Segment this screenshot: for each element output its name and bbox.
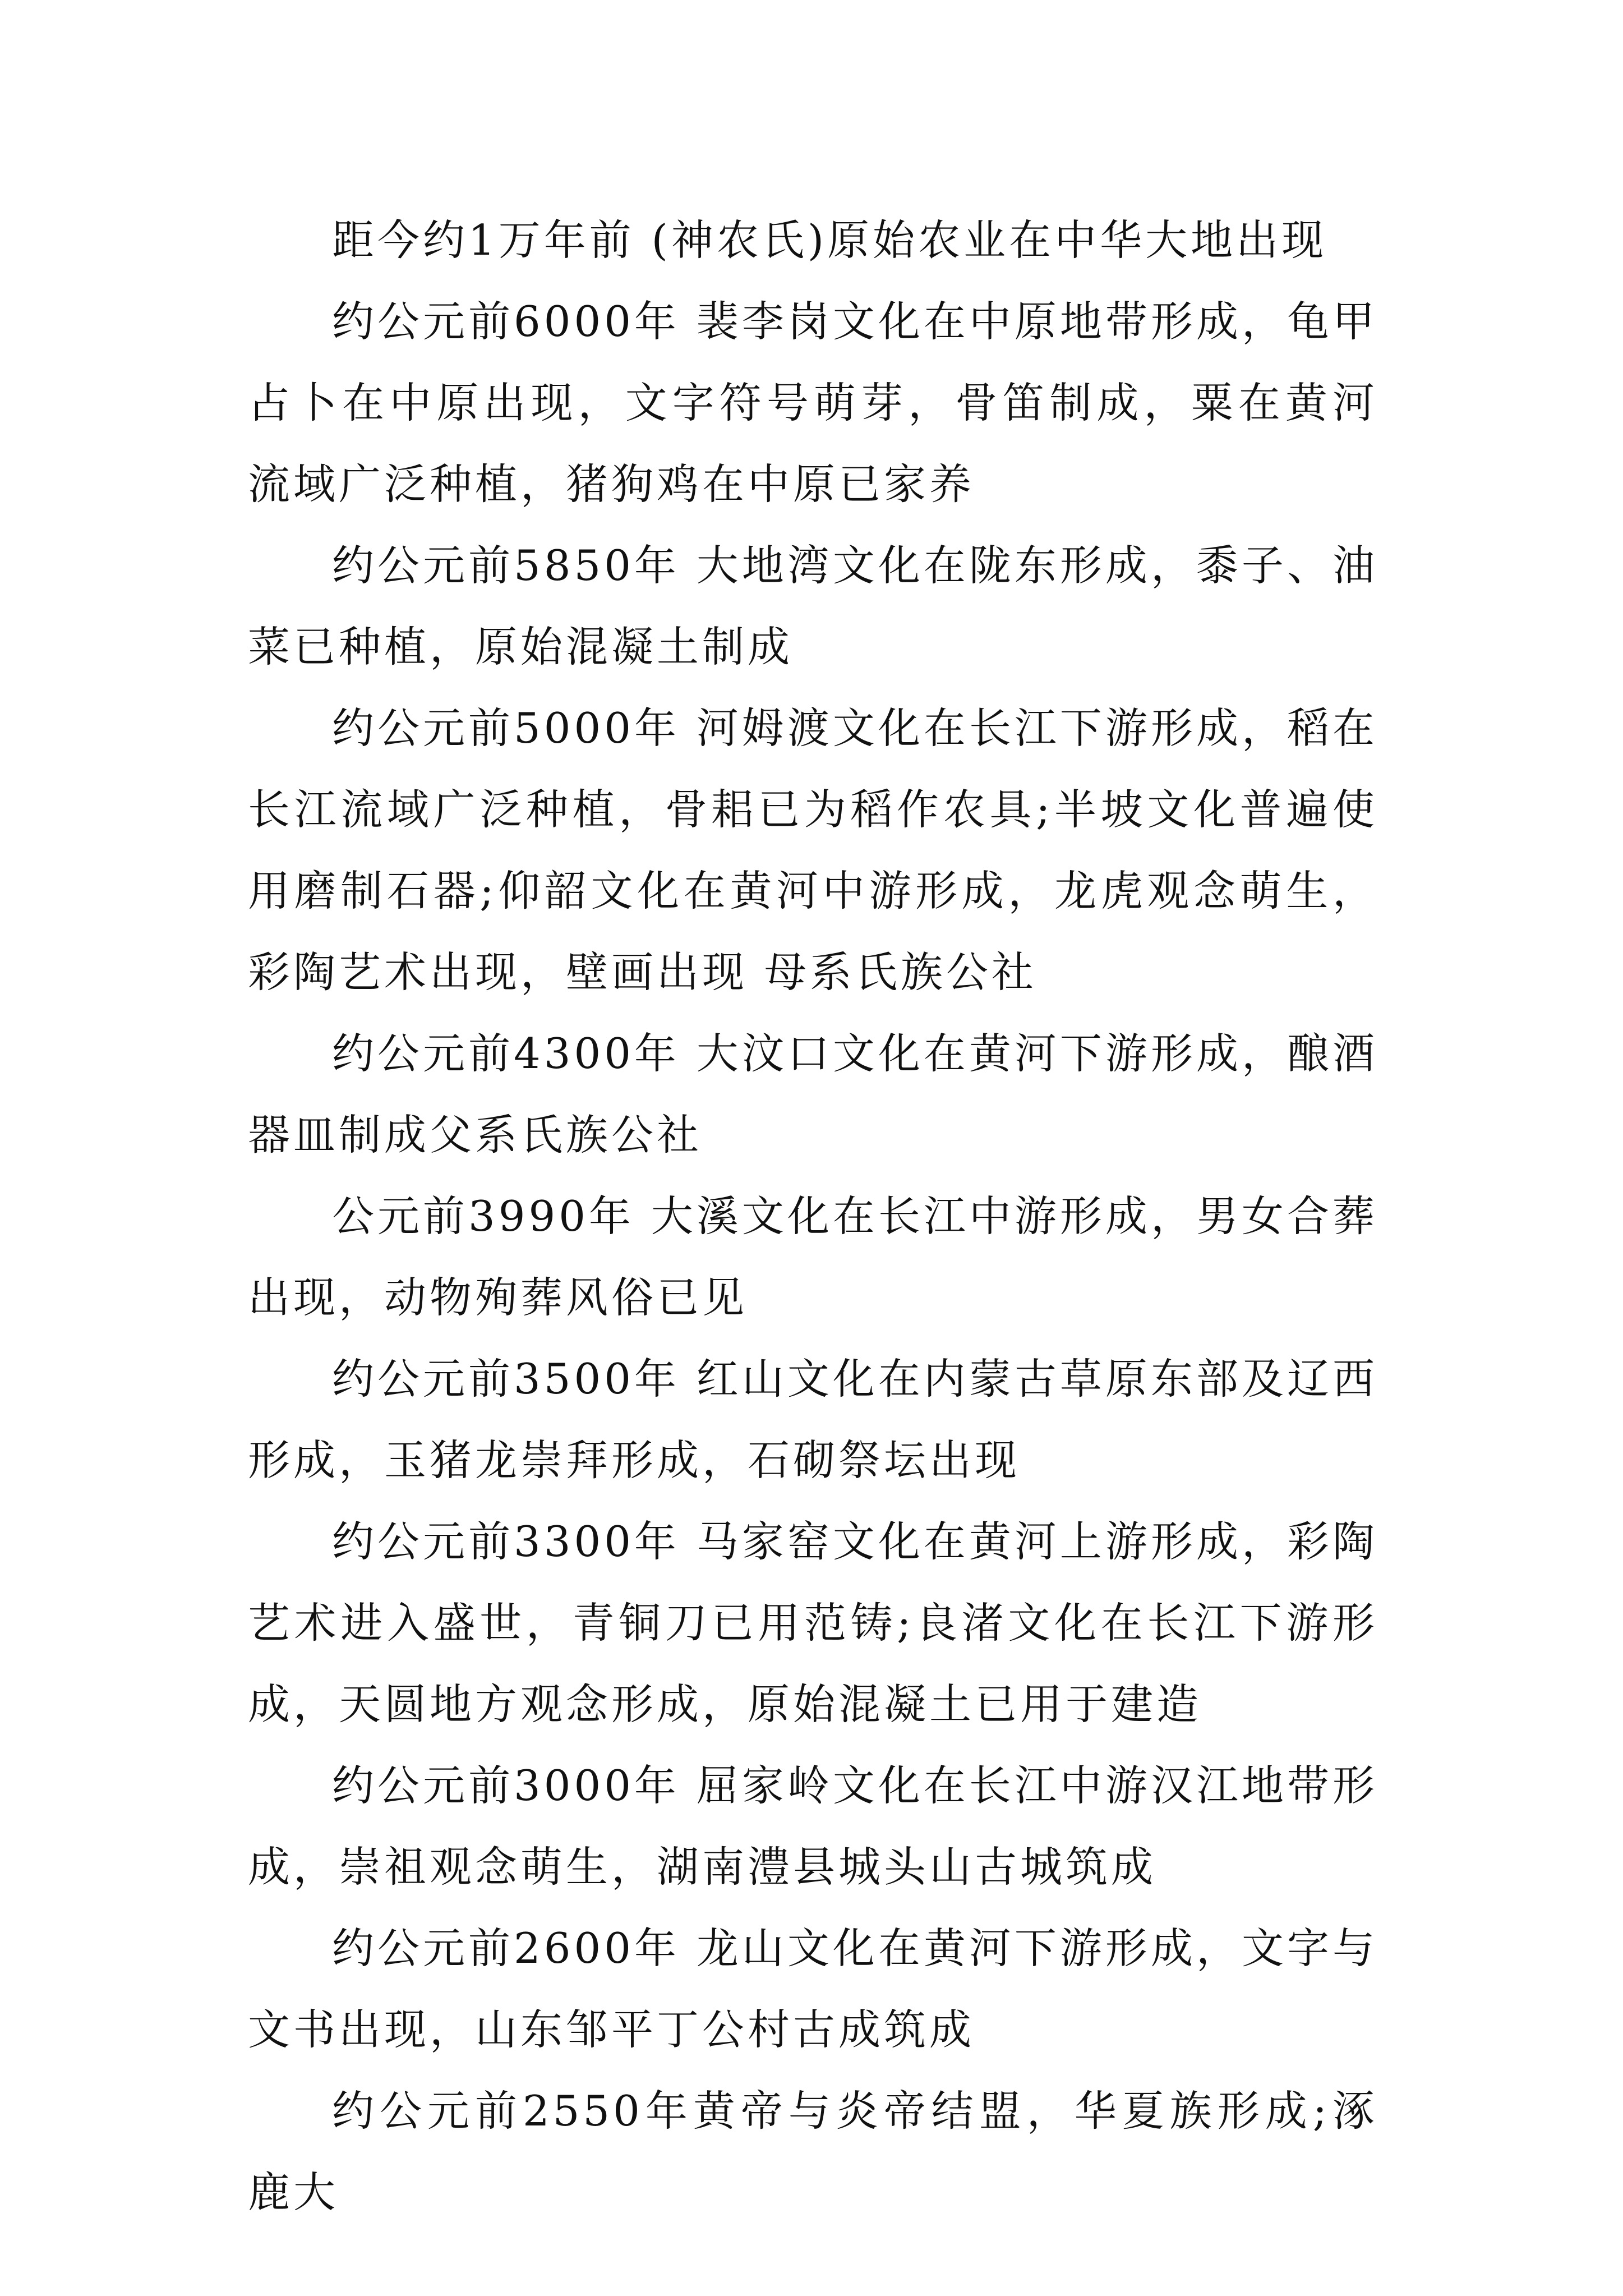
timeline-paragraph: 公元前3990年 大溪文化在长江中游形成，男女合葬出现，动物殉葬风俗已见: [248, 1191, 1378, 1322]
timeline-paragraph: 约公元前4300年 大汶口文化在黄河下游形成，酿酒器皿制成父系氏族公社: [248, 1029, 1378, 1159]
timeline-paragraph: 约公元前3500年 红山文化在内蒙古草原东部及辽西形成，玉猪龙崇拜形成，石砌祭坛出现: [248, 1354, 1378, 1485]
timeline-paragraph: 约公元前5000年 河姆渡文化在长江下游形成，稻在长江流域广泛种植，骨耜已为稻作农具;半坡文化普遍使用磨制石器;仰韶文化在黄河中游形成，龙虎观念萌生，彩陶艺术出现，壁画出现 母系氏族公社: [248, 703, 1378, 997]
timeline-paragraph: 约公元前3300年 马家窑文化在黄河上游形成，彩陶艺术进入盛世，青铜刀已用范铸;良渚文化在长江下游形成，天圆地方观念形成，原始混凝土已用于建造: [248, 1517, 1378, 1729]
timeline-paragraph: 约公元前2600年 龙山文化在黄河下游形成，文字与文书出现，山东邹平丁公村古成筑成: [248, 1924, 1378, 2054]
timeline-paragraph: 约公元前2550年黄帝与炎帝结盟，华夏族形成;涿鹿大: [248, 2086, 1378, 2217]
timeline-paragraph: 约公元前5850年 大地湾文化在陇东形成，黍子、油菜已种植，原始混凝土制成: [248, 541, 1378, 671]
timeline-paragraph: 距今约1万年前 (神农氏)原始农业在中华大地出现: [332, 215, 1327, 265]
timeline-paragraph: 约公元前3000年 屈家岭文化在长江中游汉江地带形成，崇祖观念萌生，湖南澧县城头山古城筑成: [248, 1761, 1378, 1892]
timeline-paragraph: 约公元前6000年 裴李岗文化在中原地带形成，龟甲占卜在中原出现，文字符号萌芽，骨笛制成，粟在黄河流域广泛种植，猪狗鸡在中原已家养: [248, 297, 1378, 509]
document-body: [248, 200, 1378, 2233]
